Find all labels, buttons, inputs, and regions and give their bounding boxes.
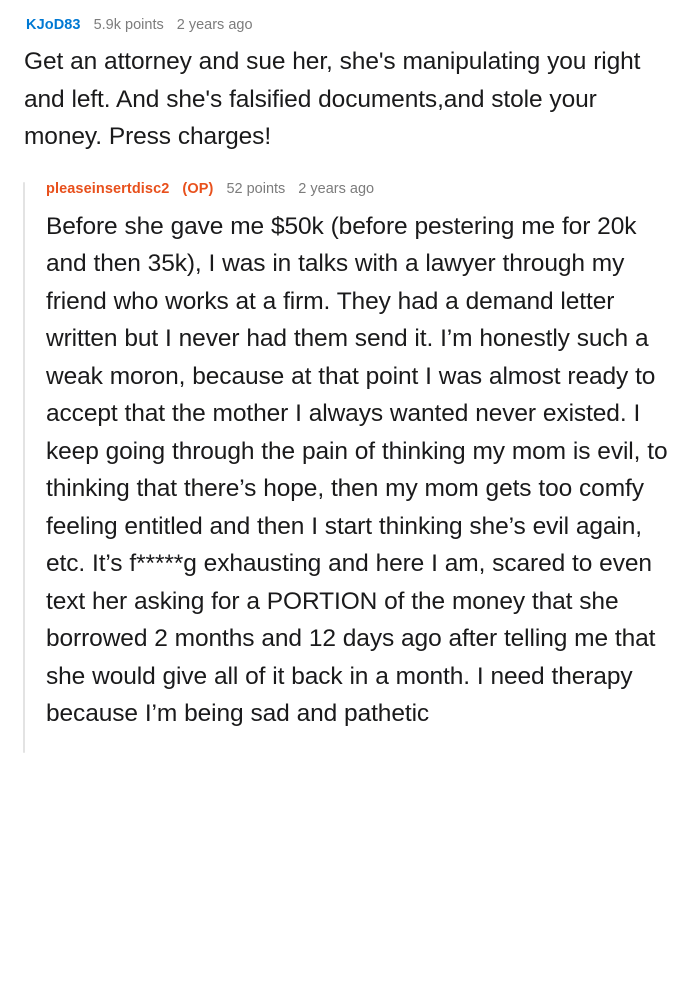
op-badge: (OP) (182, 180, 214, 197)
comment-points: 5.9k points (93, 17, 164, 33)
comment-reply (14, 180, 686, 733)
comment-author[interactable]: pleaseinsertdisc2 (46, 180, 170, 197)
comment-body: Before she gave me $50k (before pestering me for 20k and then 35k), I was in talks with a lawyer through my friend who works at a firm. They had a demand letter written but I never had them send it. I’m honestly such a weak moron, because at that point I was almost ready to accept that the mother I always wanted never existed. I keep going through the pain of thinking my mom is evil, to thinking that there’s hope, then my mom gets too comfy feeling entitled and then I start thinking she’s evil again, etc. It’s f*****g exhausting and here I am, scared to even text her asking for a PORTION of the money that she borrowed 2 months and 12 days ago after telling me that she would give all of it back in a month. I need therapy because I’m being sad and pathetic (46, 212, 668, 727)
comment-author[interactable]: KJoD83 (26, 17, 81, 33)
comment-points: 52 points (226, 180, 286, 197)
thread-collapse-line[interactable] (23, 182, 25, 753)
comment-top-level (14, 16, 686, 156)
comment-body: Get an attorney and sue her, she's manipulating you right and left. And she's falsified documents,and stole your money. Press charges! (24, 48, 641, 150)
comment-meta (24, 16, 680, 34)
comment-timestamp: 2 years ago (176, 17, 253, 33)
comment-timestamp: 2 years ago (298, 180, 375, 197)
comment-meta (46, 180, 684, 198)
